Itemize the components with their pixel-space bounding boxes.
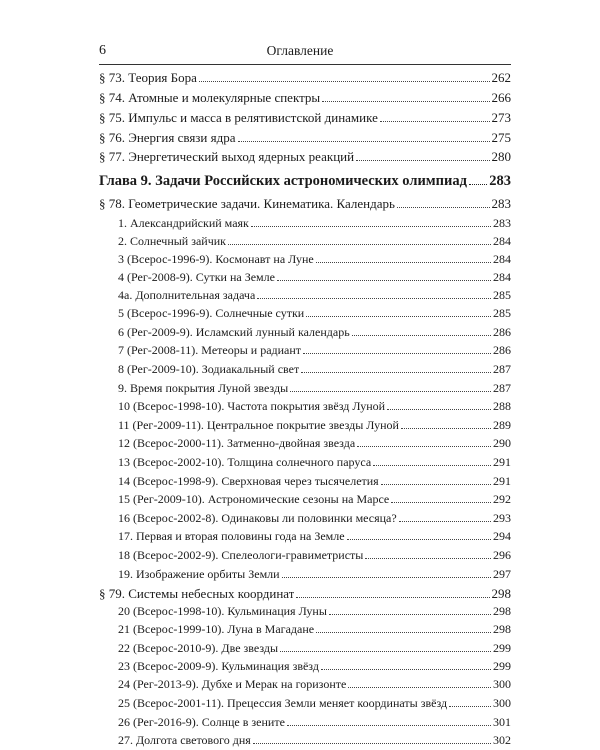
toc-entry-title: 4 (Рег-2008-9). Сутки на Земле	[118, 270, 275, 284]
toc-section-entry[interactable]	[99, 196, 511, 211]
toc-entry-title: 16 (Всерос-2002-8). Одинаковы ли половинки месяца?	[118, 511, 397, 525]
toc-entry-title: 17. Первая и вторая половины года на Земле	[118, 529, 345, 543]
toc-entry-page: 291	[493, 455, 511, 469]
toc-entry-title: 3 (Всерос-1996-9). Космонавт на Луне	[118, 252, 314, 266]
toc-entry-page: 284	[493, 234, 511, 248]
toc-entry-title: 21 (Всерос-1999-10). Луна в Магадане	[118, 622, 315, 636]
dot-leader	[387, 409, 491, 410]
dot-leader	[397, 207, 490, 208]
dot-leader	[365, 558, 491, 559]
dot-leader	[280, 651, 491, 652]
toc-entry-title: § 78. Геометрические задачи. Кинематика. Календарь	[99, 196, 395, 211]
dot-leader	[306, 316, 491, 317]
toc-entry-page: 301	[493, 715, 511, 729]
toc-subentry[interactable]	[99, 511, 511, 526]
dot-leader	[296, 597, 489, 598]
dot-leader	[449, 706, 491, 707]
toc-entry-page: 287	[493, 362, 511, 376]
dot-leader	[380, 121, 490, 122]
toc-entry-title: 20 (Всерос-1998-10). Кульминация Луны	[118, 604, 327, 618]
toc-subentry[interactable]	[99, 474, 511, 489]
toc-entry-page: 287	[493, 381, 511, 395]
toc-entry-page: 299	[493, 641, 511, 655]
toc-entry-title: § 79. Системы небесных координат	[99, 586, 295, 601]
toc-entry-page: 262	[491, 70, 511, 85]
toc-section-entry[interactable]	[99, 130, 511, 145]
toc-subentry[interactable]	[99, 325, 511, 340]
toc-entry-page: 292	[493, 492, 511, 506]
dot-leader	[356, 160, 489, 161]
toc-subentry[interactable]	[99, 418, 511, 433]
toc-entry-page: 297	[493, 567, 511, 581]
toc-entry-title: § 74. Атомные и молекулярные спектры	[99, 90, 321, 105]
toc-entry-title: 23 (Всерос-2009-9). Кульминация звёзд	[118, 659, 319, 673]
toc-subentry[interactable]	[99, 381, 511, 396]
toc-subentry[interactable]	[99, 604, 511, 619]
dot-leader	[348, 687, 491, 688]
toc-section-entry[interactable]	[99, 149, 511, 164]
toc-subentry[interactable]	[99, 733, 511, 748]
toc-subentry[interactable]	[99, 529, 511, 544]
toc-entry-title: 9. Время покрытия Луной звезды	[118, 381, 289, 395]
toc-subentry[interactable]	[99, 659, 511, 674]
dot-leader	[373, 465, 491, 466]
dot-leader	[287, 725, 491, 726]
toc-subentry[interactable]	[99, 234, 511, 249]
toc-entry-page: 285	[493, 306, 511, 320]
toc-subentry[interactable]	[99, 306, 511, 321]
toc-entry-page: 284	[493, 270, 511, 284]
toc-entry-page: 298	[493, 604, 511, 618]
toc-entry-page: 290	[493, 436, 511, 450]
toc-entry-page: 299	[493, 659, 511, 673]
toc-entry-title: 10 (Всерос-1998-10). Частота покрытия звёзд Луной	[118, 399, 386, 413]
toc-entry-page: 298	[491, 586, 511, 601]
dot-leader	[290, 391, 491, 392]
toc-subentry[interactable]	[99, 343, 511, 358]
dot-leader	[401, 428, 491, 429]
dot-leader	[253, 743, 491, 744]
toc-subentry[interactable]	[99, 362, 511, 377]
toc-entry-title: Глава 9. Задачи Российских астрономических олимпиад	[99, 174, 467, 189]
dot-leader	[329, 614, 491, 615]
dot-leader	[322, 101, 489, 102]
toc-entry-title: 26 (Рег-2016-9). Солнце в зените	[118, 715, 285, 729]
toc-entry-page: 300	[493, 696, 511, 710]
toc-entry-page: 302	[493, 733, 511, 747]
dot-leader	[301, 372, 491, 373]
dot-leader	[316, 632, 491, 633]
toc-entry-page: 291	[493, 474, 511, 488]
toc-chapter-entry[interactable]	[99, 174, 511, 189]
toc-entry-title: § 73. Теория Бора	[99, 70, 197, 85]
toc-entry-title: 18 (Всерос-2002-9). Спелеологи-гравиметристы	[118, 548, 364, 562]
dot-leader	[303, 353, 491, 354]
toc-subentry[interactable]	[99, 216, 511, 231]
toc-entry-title: 27. Долгота светового дня	[118, 733, 251, 747]
dot-leader	[352, 335, 491, 336]
toc-entry-title: 6 (Рег-2009-9). Исламский лунный календарь	[118, 325, 350, 339]
toc-entry-title: 2. Солнечный зайчик	[118, 234, 226, 248]
toc-entry-title: 22 (Всерос-2010-9). Две звезды	[118, 641, 279, 655]
toc-entry-page: 294	[493, 529, 511, 543]
toc-entry-title: 12 (Всерос-2000-11). Затменно-двойная звезда	[118, 436, 356, 450]
dot-leader	[399, 521, 491, 522]
dot-leader	[228, 244, 491, 245]
toc-entry-page: 275	[491, 130, 511, 145]
toc-entry-page: 300	[493, 677, 511, 691]
toc-entry-title: § 75. Импульс и масса в релятивистской динамике	[99, 110, 378, 125]
dot-leader	[347, 539, 491, 540]
toc-section-entry[interactable]	[99, 586, 511, 601]
dot-leader	[282, 577, 491, 578]
toc-subentry[interactable]	[99, 622, 511, 637]
toc-entry-title: 13 (Всерос-2002-10). Толщина солнечного паруса	[118, 455, 372, 469]
toc-entry-title: 25 (Всерос-2001-11). Прецессия Земли меняет координаты звёзд	[118, 696, 448, 710]
toc-subentry[interactable]	[99, 567, 511, 582]
toc-subentry[interactable]	[99, 641, 511, 656]
toc-subentry[interactable]	[99, 436, 511, 451]
dot-leader	[381, 484, 491, 485]
dot-leader	[469, 184, 487, 185]
toc-subentry[interactable]	[99, 677, 511, 692]
dot-leader	[251, 226, 491, 227]
toc-entry-page: 286	[493, 325, 511, 339]
dot-leader	[321, 669, 491, 670]
toc-subentry[interactable]	[99, 715, 511, 730]
toc-entry-page: 293	[493, 511, 511, 525]
toc-subentry[interactable]	[99, 399, 511, 414]
toc-entry-title: 1. Александрийский маяк	[118, 216, 249, 230]
toc-subentry[interactable]	[99, 548, 511, 563]
header-rule	[99, 64, 511, 65]
toc-entry-page: 283	[491, 196, 511, 211]
toc-entry-title: 4а. Дополнительная задача	[118, 288, 256, 302]
toc-subentry[interactable]	[99, 252, 511, 267]
page-title: Оглавление	[266, 43, 334, 58]
toc-entry-page: 266	[491, 90, 511, 105]
toc-entry-page: 284	[493, 252, 511, 266]
toc-entry-title: 15 (Рег-2009-10). Астрономические сезоны на Марсе	[118, 492, 390, 506]
toc-entry-title: 8 (Рег-2009-10). Зодиакальный свет	[118, 362, 300, 376]
toc-entry-title: 5 (Всерос-1996-9). Солнечные сутки	[118, 306, 305, 320]
toc-subentry[interactable]	[99, 455, 511, 470]
toc-entry-title: § 77. Энергетический выход ядерных реакций	[99, 149, 355, 164]
toc-entry-title: 7 (Рег-2008-11). Метеоры и радиант	[118, 343, 302, 357]
toc-section-entry[interactable]	[99, 110, 511, 125]
toc-subentry[interactable]	[99, 492, 511, 507]
toc-entry-title: 14 (Всерос-1998-9). Сверхновая через тысячелетия	[118, 474, 379, 488]
toc-section-entry[interactable]	[99, 70, 511, 85]
toc-entry-page: 296	[493, 548, 511, 562]
dot-leader	[277, 280, 491, 281]
toc-entry-page: 285	[493, 288, 511, 302]
toc-entry-title: § 76. Энергия связи ядра	[99, 130, 236, 145]
toc-entry-page: 286	[493, 343, 511, 357]
page-number: 6	[99, 43, 106, 58]
dot-leader	[238, 141, 490, 142]
toc-subentry[interactable]	[99, 696, 511, 711]
toc-subentry[interactable]	[99, 270, 511, 285]
toc-entry-page: 289	[493, 418, 511, 432]
toc-entry-title: 11 (Рег-2009-11). Центральное покрытие звезды Луной	[118, 418, 399, 432]
dot-leader	[257, 298, 491, 299]
dot-leader	[316, 262, 491, 263]
toc-subentry[interactable]	[99, 288, 511, 303]
toc-entry-page: 288	[493, 399, 511, 413]
toc-entry-page: 298	[493, 622, 511, 636]
toc-entry-title: 19. Изображение орбиты Земли	[118, 567, 280, 581]
dot-leader	[357, 446, 491, 447]
toc-entry-title: 24 (Рег-2013-9). Дубхе и Мерак на горизонте	[118, 677, 347, 691]
toc-section-entry[interactable]	[99, 90, 511, 105]
toc-entry-page: 280	[491, 149, 511, 164]
toc-entry-page: 283	[493, 216, 511, 230]
dot-leader	[199, 81, 490, 82]
toc-entry-page: 273	[491, 110, 511, 125]
toc-entry-page: 283	[489, 173, 511, 189]
dot-leader	[391, 502, 491, 503]
